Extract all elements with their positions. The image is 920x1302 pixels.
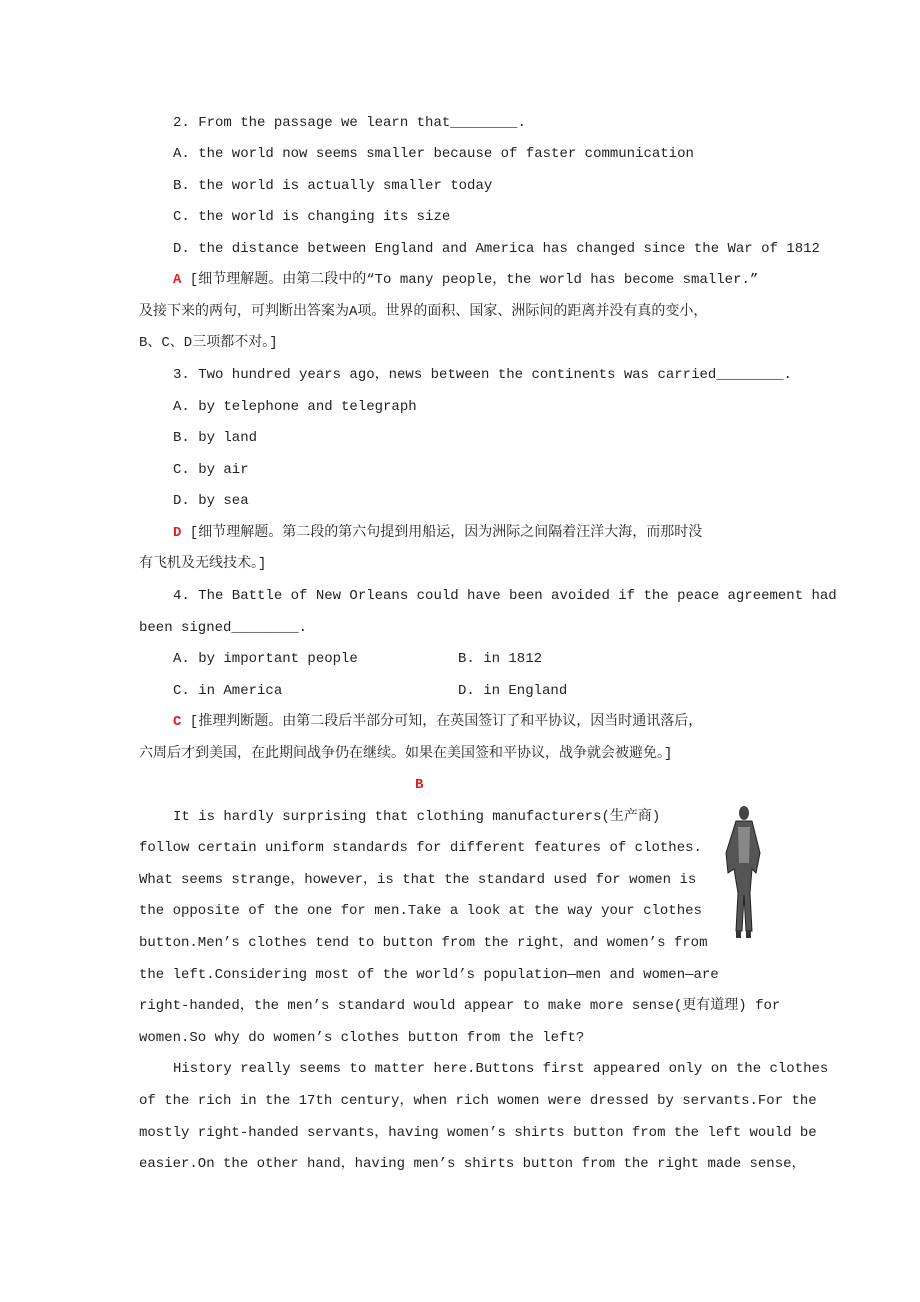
explanation: [细节理解题。第二段的第六句提到用船运，因为洲际之间隔着汪洋大海，而那时没 [181, 525, 703, 541]
explanation: 有飞机及无线技术。] [139, 556, 267, 572]
question-3-stem: 3. Two hundred years ago，news between the continents was carried________. [173, 367, 792, 383]
passage-line: the opposite of the one for men.Take a look at the way your clothes [139, 903, 702, 919]
option-d: D. by sea [173, 493, 249, 509]
passage-line: right-handed，the men’s standard would appear to make more sense(更有道理) for [139, 998, 781, 1014]
answer-letter: C [173, 714, 182, 730]
option-a: A. the world now seems smaller because of faster communication [173, 146, 694, 162]
passage-line: of the rich in the 17th century，when rich women were dressed by servants.For the [139, 1093, 817, 1109]
option-c: C. in America [173, 683, 283, 699]
option-b: B. by land [173, 430, 258, 446]
section-heading: B [415, 777, 424, 793]
option-c: C. by air [173, 462, 249, 478]
option-a: A. by telephone and telegraph [173, 399, 417, 415]
explanation: 及接下来的两句，可判断出答案为A项。世界的面积、国家、洲际间的距离并没有真的变小， [139, 304, 708, 320]
explanation: [推理判断题。由第二段后半部分可知，在英国签订了和平协议，因当时通讯落后， [181, 714, 703, 730]
explanation: 六周后才到美国，在此期间战争仍在继续。如果在美国签和平协议，战争就会被避免。] [139, 746, 673, 762]
answer-letter: A [173, 272, 182, 288]
passage-line: History really seems to matter here.Buttons first appeared only on the clothes [173, 1061, 829, 1077]
passage-line: button.Men’s clothes tend to button from the right，and women’s from [139, 935, 708, 951]
question-2-stem: 2. From the passage we learn that________. [173, 115, 526, 131]
passage-line: the left.Considering most of the world’s population—men and women—are [139, 967, 719, 983]
explanation: [细节理解题。由第二段中的“To many people，the world has become smaller.” [181, 272, 759, 288]
question-4-stem: 4. The Battle of New Orleans could have been avoided if the peace agreement had [173, 588, 837, 604]
option-a: A. by important people [173, 651, 358, 667]
question-4-stem: been signed________. [139, 620, 308, 636]
answer-letter: D [173, 525, 182, 541]
explanation: B、C、D三项都不对。] [139, 335, 278, 351]
passage-line: What seems strange，however，is that the standard used for women is [139, 872, 697, 888]
option-b: B. in 1812 [458, 651, 543, 667]
option-c: C. the world is changing its size [173, 209, 451, 225]
passage-line: mostly right-handed servants，having women’s shirts button from the left would be [139, 1125, 817, 1141]
option-d: D. the distance between England and America has changed since the War of 1812 [173, 241, 820, 257]
option-d: D. in England [458, 683, 568, 699]
passage-line: easier.On the other hand，having men’s shirts button from the right made sense， [139, 1156, 806, 1172]
passage-line: follow certain uniform standards for different features of clothes. [139, 840, 702, 856]
fashion-woman-illustration [716, 803, 772, 939]
passage-line: It is hardly surprising that clothing manufacturers(生产商) [173, 809, 661, 825]
option-b: B. the world is actually smaller today [173, 178, 493, 194]
passage-line: women.So why do women’s clothes button from the left? [139, 1030, 585, 1046]
